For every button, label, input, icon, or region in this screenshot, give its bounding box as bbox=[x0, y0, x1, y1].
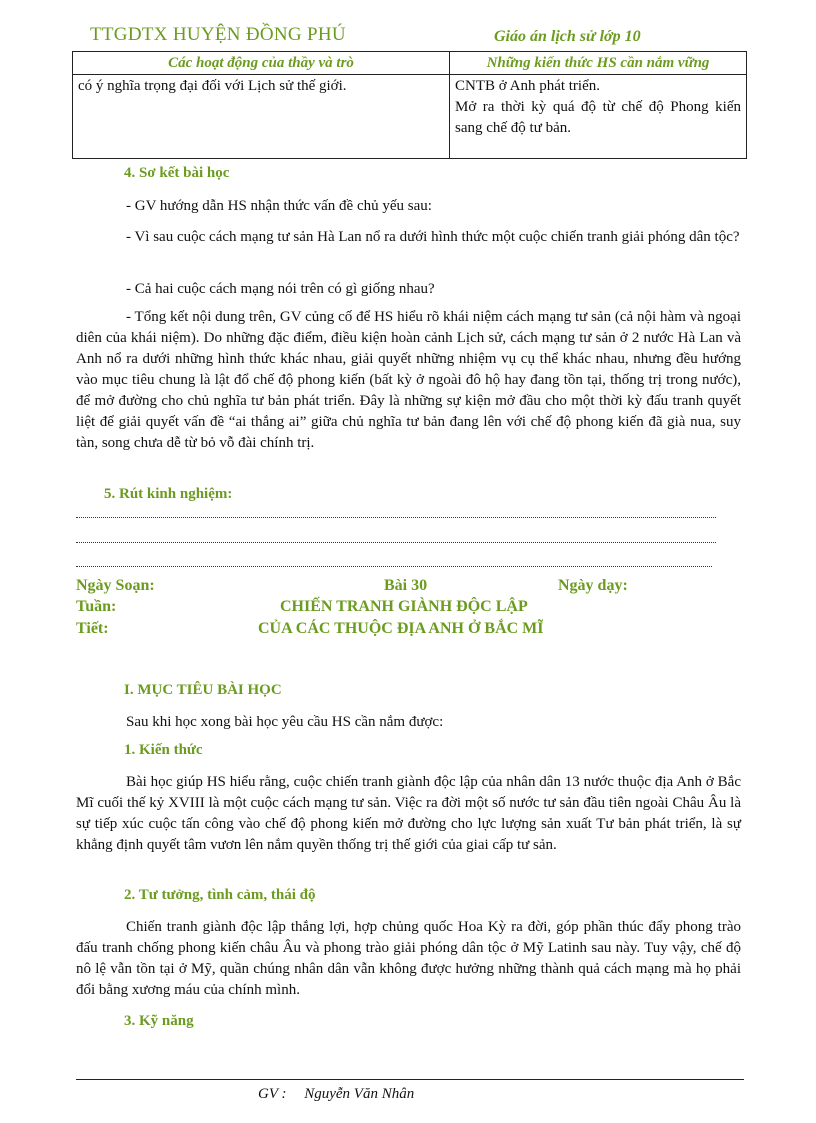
attitude-heading: 2. Tư tưởng, tình cảm, thái độ bbox=[124, 887, 316, 903]
prep-date-label: Ngày Soạn: bbox=[76, 577, 155, 594]
dotted-line-3 bbox=[76, 566, 712, 567]
summary-p2: - Vì sau cuộc cách mạng tư sản Hà Lan nổ ra dưới hình thức một cuộc chiến tranh giải phóng dân tộc? bbox=[126, 229, 740, 245]
summary-p3: - Cả hai cuộc cách mạng nói trên có gì giống nhau? bbox=[126, 281, 435, 297]
summary-p1: - GV hướng dẫn HS nhận thức vấn đề chủ yếu sau: bbox=[126, 198, 432, 214]
teach-date-label: Ngày dạy: bbox=[558, 577, 628, 594]
lesson-title-line-1: CHIẾN TRANH GIÀNH ĐỘC LẬP bbox=[280, 598, 528, 615]
attitude-paragraph: Chiến tranh giành độc lập thắng lợi, hợp chủng quốc Hoa Kỳ ra đời, góp phần thúc đẩy phong trào đấu tranh chống phong kiến châu Âu và phong trào giải phóng dân tộc ở Mỹ Latinh sau này. Tuy vậy, chế độ nô lệ vẫn tồn tại ở Mỹ, quần chúng nhân dân vẫn không được hưởng những thành quả cách mạng mà họ phải đổi bằng xương máu của chính mình. bbox=[76, 919, 741, 998]
header-subject: Giáo án lịch sử lớp 10 bbox=[494, 28, 641, 45]
footer-teacher-name: Nguyễn Văn Nhân bbox=[304, 1086, 415, 1102]
col-header-activities: Các hoạt động của thầy và trò bbox=[73, 52, 450, 75]
objectives-heading: I. MỤC TIÊU BÀI HỌC bbox=[124, 682, 282, 698]
table-row bbox=[73, 75, 747, 159]
knowledge-paragraph: Bài học giúp HS hiểu rằng, cuộc chiến tranh giành độc lập của nhân dân 13 nước thuộc địa Anh ở Bắc Mĩ cuối thế kỷ XVIII là một cuộc cách mạng tư sản. Việc ra đời một số nước tư sản đầu tiên ngoài Châu Âu là sự tiếp xúc cuộc tấn công vào chế độ phong kiến mở đường cho lực lượng sản xuất Tư bản phát triển, là sự khẳng định quyết tâm vươn lên nắm quyền thống trị thế giới của giai cấp tư sản. bbox=[76, 774, 741, 853]
summary-heading: 4. Sơ kết bài học bbox=[124, 165, 230, 181]
footer-teacher bbox=[258, 1086, 414, 1103]
col-header-knowledge: Những kiến thức HS cần nắm vững bbox=[450, 52, 747, 75]
footer-divider bbox=[76, 1079, 744, 1080]
dotted-line-1 bbox=[76, 517, 716, 518]
dotted-line-2 bbox=[76, 542, 716, 543]
knowledge-line-1: CNTB ở Anh phát triển. bbox=[455, 78, 601, 94]
knowledge-cell bbox=[450, 75, 747, 159]
skills-heading: 3. Kỹ năng bbox=[124, 1013, 194, 1029]
header-school: TTGDTX HUYỆN ĐỒNG PHÚ bbox=[90, 24, 346, 45]
activities-cell: có ý nghĩa trọng đại đối với Lịch sử thế giới. bbox=[73, 75, 450, 159]
knowledge-line-2: Mở ra thời kỳ quá độ từ chế độ Phong kiến sang chế độ tư bản. bbox=[455, 99, 741, 136]
lesson-table bbox=[72, 51, 747, 159]
summary-p4: - Tổng kết nội dung trên, GV củng cố để HS hiểu rõ khái niệm cách mạng tư sản (cả nội hàm và ngoại diên của khái niệm). Do những đặc điểm, điều kiện hoàn cảnh Lịch sử, cách mạng tư sản ở 2 nước Hà Lan và Anh nổ ra dưới những hình thức khác nhau, giải quyết những nhiệm vụ cụ thể khác nhau, nhưng đều hướng vào mục tiêu chung là lật đổ chế độ phong kiến (bất kỳ ở ngoài đô hộ hay đang tồn tại, thống trị trong nước), để mở đường cho chủ nghĩa tư bản phát triển. Đây là những sự kiện mở đầu cho một thời kỳ đấu tranh quyết liệt để giải quyết vấn đề “ai thắng ai” giữa chủ nghĩa tư bản đang lên với chế độ phong kiến đã già nua, suy tàn, song chưa dễ từ bỏ vỗ đài chính trị. bbox=[76, 309, 741, 451]
objectives-intro: Sau khi học xong bài học yêu cầu HS cần nắm được: bbox=[126, 714, 444, 730]
lesson-number: Bài 30 bbox=[384, 577, 428, 594]
table-header-row bbox=[73, 52, 747, 75]
knowledge-heading: 1. Kiến thức bbox=[124, 742, 203, 758]
lesson-title-line-2: CỦA CÁC THUỘC ĐỊA ANH Ở BẮC MĨ bbox=[258, 620, 544, 637]
experience-heading: 5. Rút kinh nghiệm: bbox=[104, 486, 233, 502]
footer-gv-label: GV : bbox=[258, 1086, 287, 1102]
week-label: Tuần: bbox=[76, 598, 117, 615]
period-label: Tiết: bbox=[76, 620, 109, 637]
